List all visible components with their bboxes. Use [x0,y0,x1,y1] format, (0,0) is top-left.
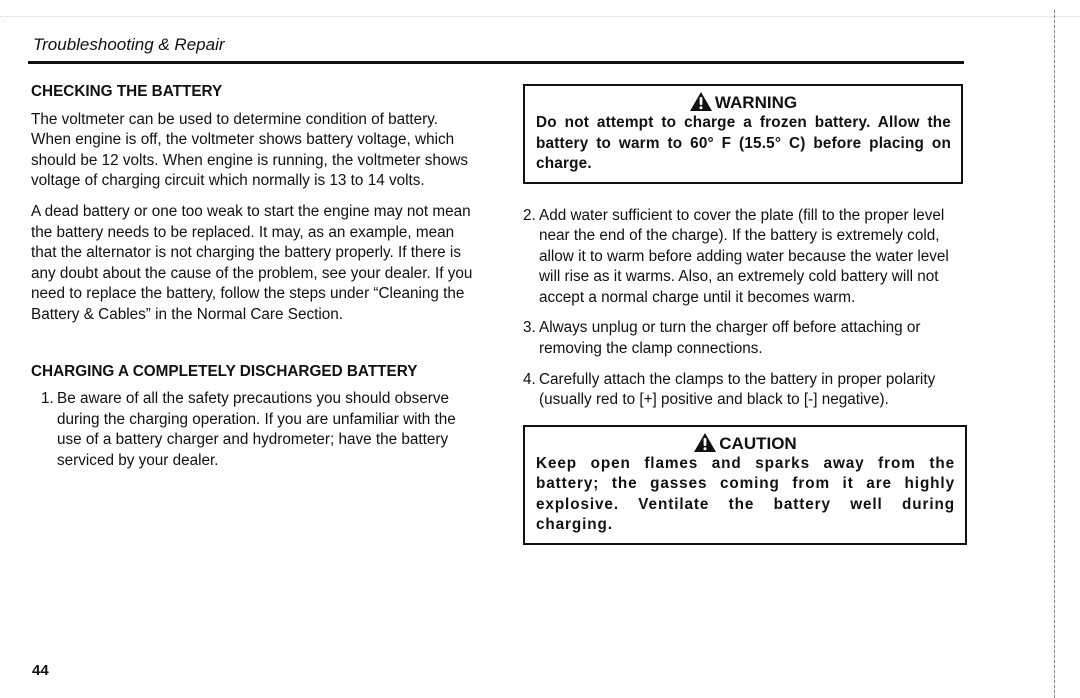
section-heading-checking-battery: CHECKING THE BATTERY [31,83,223,100]
step-text: Always unplug or turn the charger off before attaching or removing the clamp connections. [539,319,921,358]
warning-box [523,84,963,184]
page-number: 44 [32,662,49,679]
paragraph: A dead battery or one too weak to start the engine may not mean the battery needs to be replaced. It may, as an example, mean that the alternator is not charging the battery properly. If there is any doubt about the cause of the problem, see your dealer. If you need to replace the battery, follow the steps under “Cleaning the Battery & Cables” in the Normal Care Section. [31,202,473,323]
step-number: 2. [523,206,536,224]
warning-triangle-icon [694,433,716,452]
step-number: 4. [523,370,536,388]
step-number: 1. [41,390,54,408]
running-head: Troubleshooting & Repair [33,35,225,54]
caution-label: CAUTION [719,433,797,453]
header-rule [28,61,964,64]
warning-title [536,92,951,113]
steps-list-continued [523,206,968,411]
left-column [31,82,481,482]
list-item [523,370,968,411]
step-text: Be aware of all the safety precautions you should observe during the charging operation. If you are unfamiliar with the use of a battery charger and hydrometer; have the battery serviced by your dealer. [57,390,456,469]
step-text: Add water sufficient to cover the plate (fill to the proper level near the end of the charge). If the battery is extremely cold, allow it to warm before adding water because the water level will rise as it warms. Also, an extremely cold battery will not accept a normal charge until it becomes warm. [539,206,949,306]
caution-title [536,433,955,454]
scan-artifact-top [0,0,1080,17]
list-item [523,318,968,359]
page-edge-line [1054,10,1055,698]
list-item [41,389,481,471]
caution-box [523,425,967,545]
step-text: Carefully attach the clamps to the battery in proper polarity (usually red to [+] positive and black to [-] negative). [539,370,936,409]
paragraph: The voltmeter can be used to determine condition of battery. When engine is off, the voltmeter shows battery voltage, which should be 12 volts. When engine is running, the voltmeter shows voltage of charging circuit which normally is 13 to 14 volts. [31,110,469,190]
warning-label: WARNING [714,93,798,112]
section-heading-charging-battery: CHARGING A COMPLETELY DISCHARGED BATTERY [31,362,418,380]
step-number: 3. [523,319,536,337]
list-item [523,206,968,309]
warning-text: Do not attempt to charge a frozen battery. Allow the battery to warm to 60° F (15.5° C) before placing on charge. [536,114,951,172]
right-column [523,84,968,545]
steps-list [31,389,481,471]
warning-triangle-icon [690,92,712,111]
caution-text: Keep open flames and sparks away from the battery; the gasses coming from it are highly explosive. Ventilate the battery well during charging. [536,454,955,534]
